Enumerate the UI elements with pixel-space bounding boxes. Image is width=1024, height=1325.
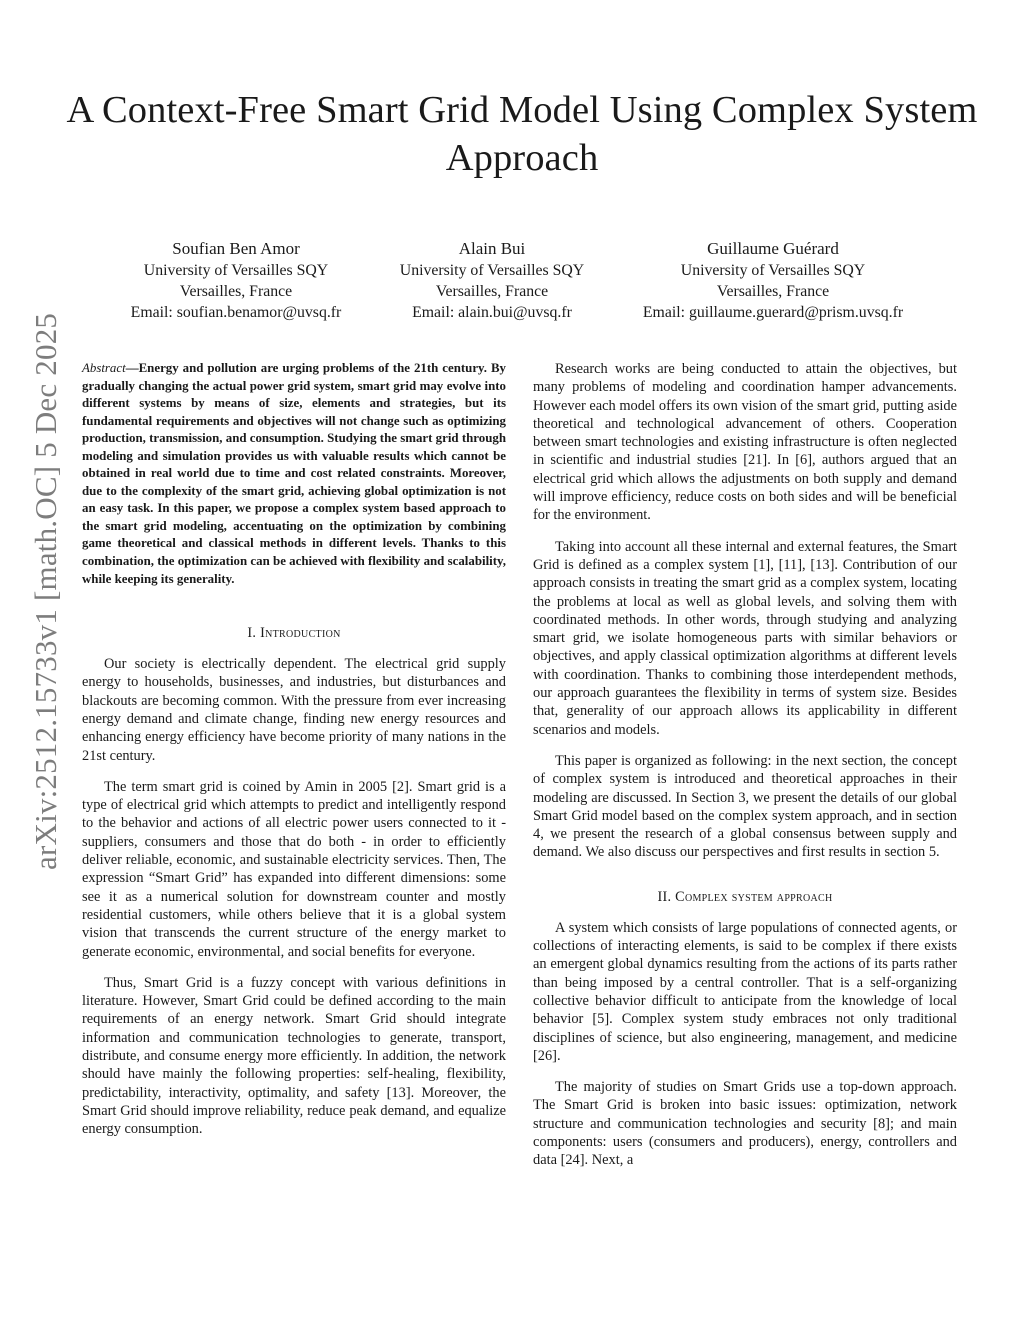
abstract-separator: — xyxy=(125,361,139,375)
body-paragraph: A system which consists of large populations of connected agents, or collections of interacting elements, is said to be complex if there exists an emergent global dynamics resulting from the actions of its parts rather than being imposed by a central controller. That is a self-organizing collective behavior difficult to anticipate from the knowledge of local behavior [5]. Complex system study embraces not only traditional disciplines of science, but also engineering, management, and medicine [26]. xyxy=(533,919,957,1064)
author-name: Guillaume Guérard xyxy=(707,239,839,258)
body-paragraph: The term smart grid is coined by Amin in 2005 [2]. Smart grid is a type of electrical grid which attempts to predict and intelligently respond to the behavior and actions of all electric power users connected to it - suppliers, consumers and those that do both - in order to efficiently deliver reliable, economic, and sustainable electricity services. Then, The expression “Smart Grid” has expanded into different dimensions: some see it as a numerical solution for downstream counter and mostly residential customers, while others believe that it is a global system vision that transcends the current structure of the energy market to generate economic, environmental, and social benefits for everyone. xyxy=(82,778,506,960)
section-heading: I. Introduction xyxy=(247,625,341,642)
author-email: Email: alain.bui@uvsq.fr xyxy=(412,304,572,321)
arxiv-identifier: arXiv:2512.15733v1 [math.OC] 5 Dec 2025 xyxy=(28,312,63,870)
body-paragraph: Taking into account all these internal and external features, the Smart Grid is defined as a complex system [1], [11], [13]. Contribution of our approach consists in treating the smart grid as a complex system, locating the problems at local as well as global levels, and solving them with coordinated methods. In other words, through studying and analyzing smart grid, we isolate homogeneous parts with similar behaviors or objectives, and apply classical optimization algorithms at different levels with coordination. Thanks to combining those interdependent methods, our approach guarantees the flexibility in terms of system size. Besides that, generality of our approach allows its applicability in different scenarios and models. xyxy=(533,538,957,738)
author-affiliation: University of Versailles SQY xyxy=(143,262,329,279)
abstract-label: Abstract xyxy=(82,361,126,375)
paper-title: A Context-Free Smart Grid Model Using Complex System Approach xyxy=(66,89,978,179)
section-heading: II. Complex system approach xyxy=(657,888,833,905)
author-name: Soufian Ben Amor xyxy=(172,239,300,258)
body-paragraph: Our society is electrically dependent. The electrical grid supply energy to households, businesses, and industries, but disturbances and blackouts are becoming common. With the pressure from ever increasing energy demand and climate change, finding new energy resources and enhancing energy efficiency have become priority of many nations in the 21st century. xyxy=(82,656,506,764)
author-affiliation: University of Versailles SQY xyxy=(399,262,585,279)
body-paragraph: Research works are being conducted to attain the objectives, but many problems of modeling and coordination hamper advancements. However each model offers its own vision of the smart grid, putting aside theoretical and technological advancement of others. Cooperation between smart technologies and existing infrastructure is often neglected in scientific and industrial studies [21]. In [6], authors argued that an electrical grid which allows the adjustments on both supply and demand will improve efficiency, reduce costs on both sides and will be beneficial for the environment. xyxy=(533,361,957,524)
author-block xyxy=(352,238,632,323)
left-column xyxy=(82,360,506,1152)
right-column xyxy=(533,360,957,1183)
body-paragraph: The majority of studies on Smart Grids use a top-down approach. The Smart Grid is broken into basic issues: optimization, network structure and communication technologies and security [8]; and main components: users (consumers and producers), energy, controllers and data [24]. Next, a xyxy=(533,1079,957,1169)
body-paragraph: This paper is organized as following: in the next section, the concept of complex system is introduced and theoretical approaches in their modeling are discussed. In Section 3, we present the details of our global Smart Grid model based on the complex system approach, and in section 4, we present the research of a global consensus between supply and demand. We also discuss our perspectives and first results in section 5. xyxy=(533,752,957,861)
author-block xyxy=(633,238,913,323)
author-block xyxy=(96,238,376,323)
abstract-text: Energy and pollution are urging problems of the 21th century. By gradually changing the actual power grid system, smart grid may evolve into different systems by means of size, elements and strategies, but its fundamental requirements and objectives will not change such as optimizing production, transmission, and consumption. Studying the smart grid through modeling and simulation provides us with valuable results which cannot be obtained in real world due to time and cost related constraints. Moreover, due to the complexity of the smart grid, achieving global optimization is not an easy task. In this paper, we propose a complex system based approach to the smart grid modeling, accentuating on the optimization by combining game theoretical and classical methods in different levels. Thanks to this combination, the optimization can be achieved with flexibility and scalability, while keeping its generality. xyxy=(82,361,506,586)
abstract xyxy=(82,360,506,588)
author-affiliation: University of Versailles SQY xyxy=(680,262,866,279)
author-location: Versailles, France xyxy=(716,283,830,300)
author-location: Versailles, France xyxy=(179,283,293,300)
author-location: Versailles, France xyxy=(435,283,549,300)
body-paragraph: Thus, Smart Grid is a fuzzy concept with various definitions in literature. However, Smart Grid could be defined according to the main requirements of an energy network. Smart Grid should integrate information and communication technologies to generate, transport, distribute, and consume energy more efficiently. In addition, the network should have mainly the following properties: self-healing, flexibility, predictability, interactivity, optimality, and safety [13]. Moreover, the Smart Grid should improve reliability, reduce peak demand, and equalize energy consumption. xyxy=(82,974,506,1138)
author-email: Email: soufian.benamor@uvsq.fr xyxy=(130,304,342,321)
author-email: Email: guillaume.guerard@prism.uvsq.fr xyxy=(642,304,904,321)
author-name: Alain Bui xyxy=(458,239,526,258)
